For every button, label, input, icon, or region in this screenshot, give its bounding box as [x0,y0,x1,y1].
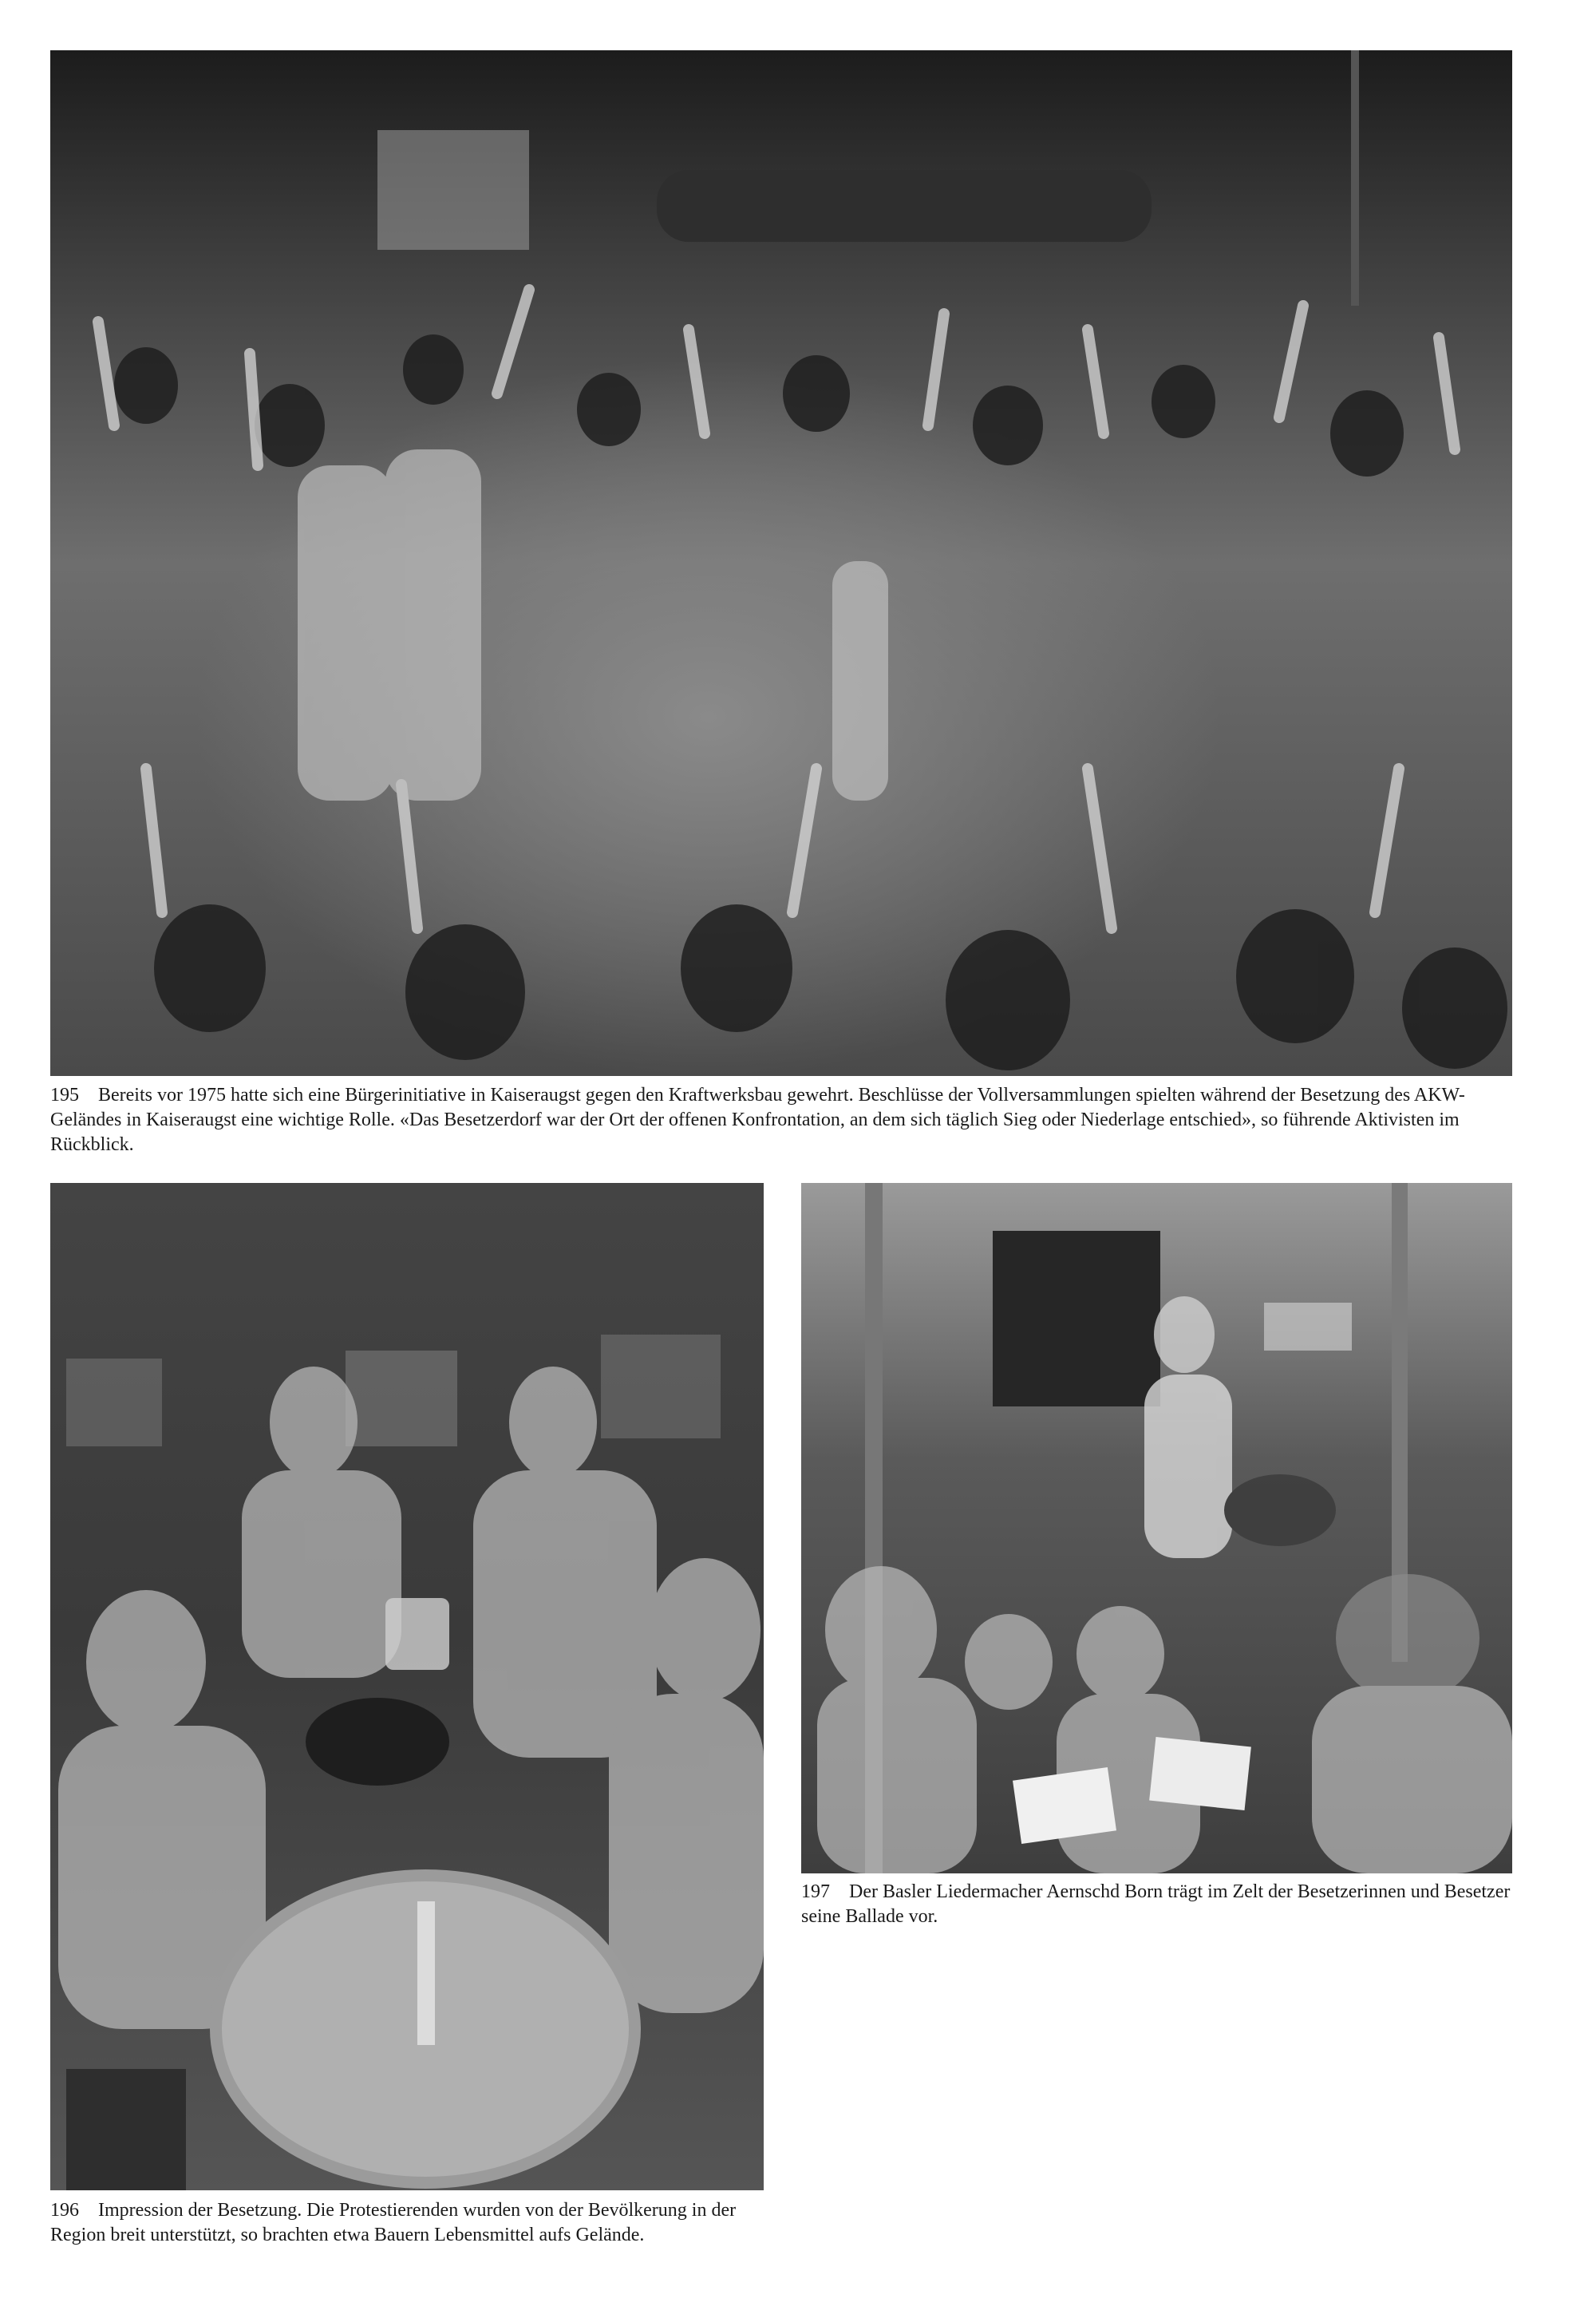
photo-cooking-hut-image [50,1183,764,2190]
photo-cooking-hut [50,1183,764,2190]
photo-assembly-crowd [50,50,1512,1076]
caption-197 [801,1880,1512,1929]
caption-text: Bereits vor 1975 hatte sich eine Bürgerinitiative in Kaiseraugst gegen den Kraftwerksbau gewehrt. Beschlüsse der Vollversammlungen spielten während der Besetzung des AKW-Geländes in Kaiseraugst eine wichtige Rolle. «Das Besetzerdorf war der Ort der offenen Konfrontation, an dem sich täglich Sieg oder Niederlage entschied», so führende Aktivisten im Rückblick. [50,1085,1465,1155]
photo-assembly-crowd-image [50,50,1512,1076]
caption-number: 195 [50,1085,79,1106]
caption-text: Der Basler Liedermacher Aernschd Born trägt im Zelt der Besetzerinnen und Besetzer seine Ballade vor. [801,1881,1511,1927]
photo-singer-tent [801,1183,1512,1873]
caption-196 [50,2198,764,2248]
caption-number: 196 [50,2200,79,2221]
caption-195 [50,1083,1512,1157]
photo-singer-tent-image [801,1183,1512,1873]
caption-text: Impression der Besetzung. Die Protestierenden wurden von der Bevölkerung in der Region breit unterstützt, so brachten etwa Bauern Lebensmittel aufs Gelände. [50,2200,737,2245]
caption-number: 197 [801,1881,830,1902]
